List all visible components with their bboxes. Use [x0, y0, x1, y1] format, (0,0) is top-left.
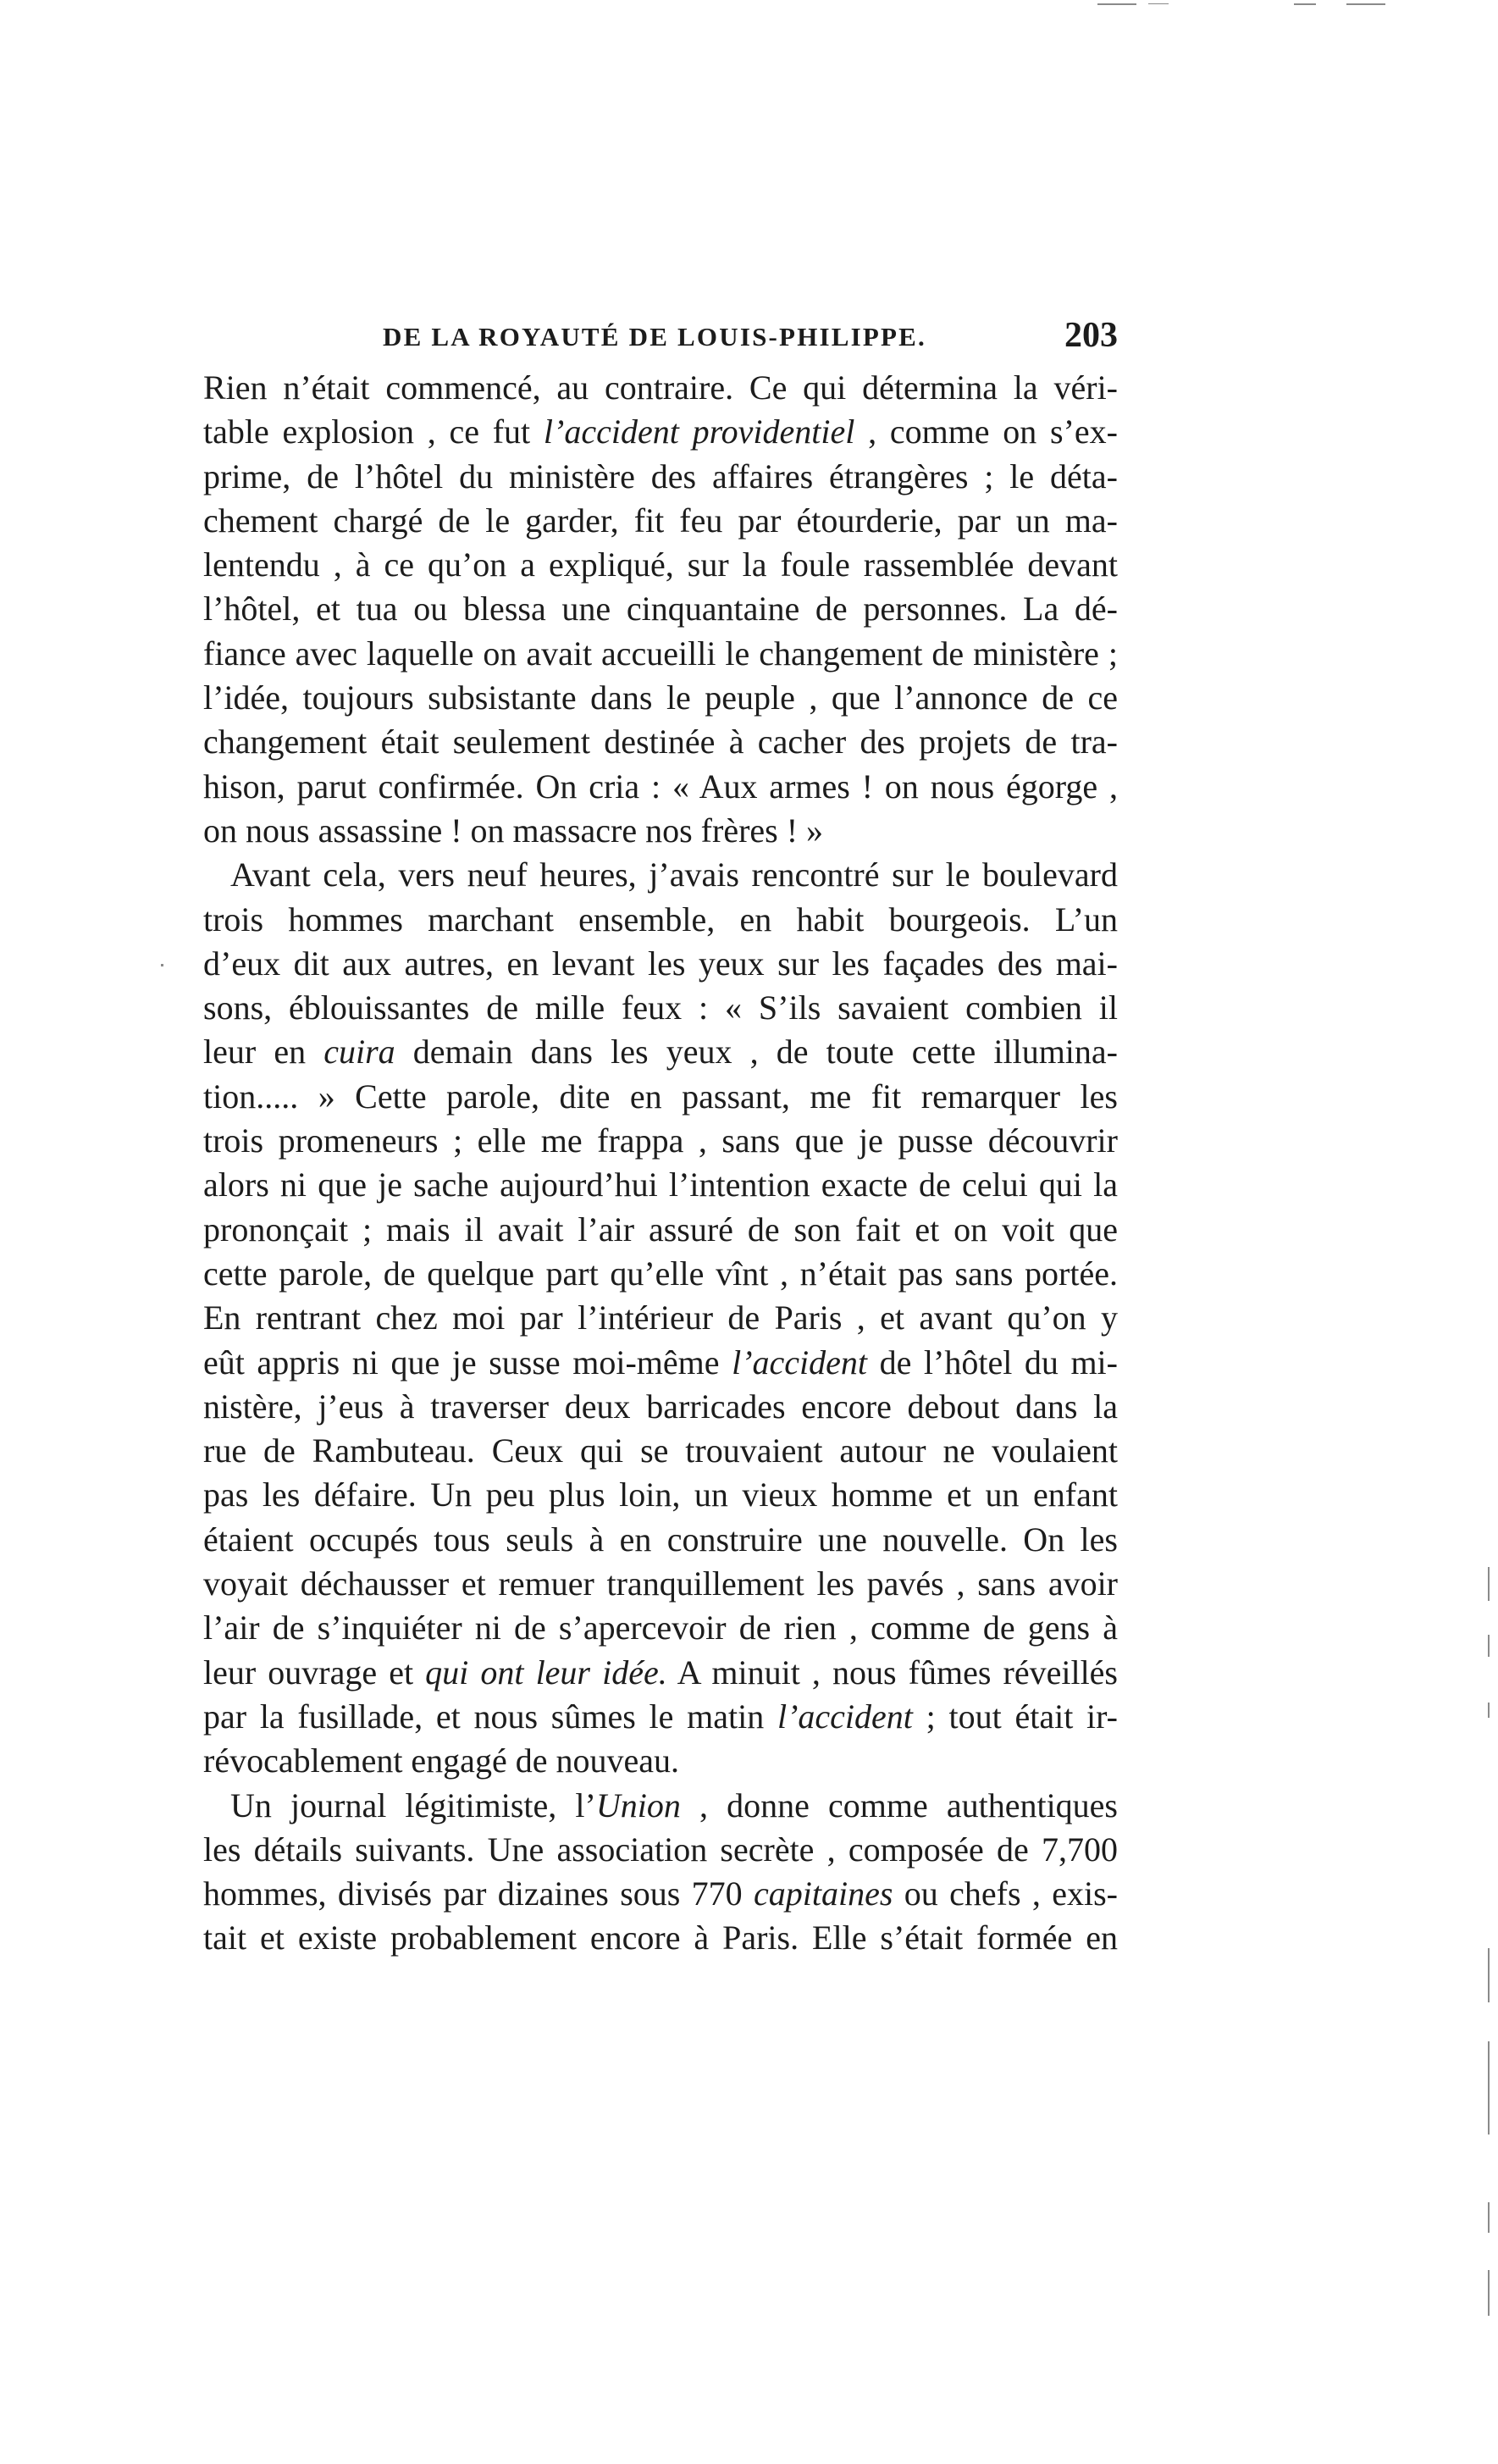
text-line — [203, 1784, 1118, 1828]
text-line — [203, 1562, 1118, 1606]
page-number: 203 — [1064, 316, 1118, 355]
text-line — [203, 986, 1118, 1030]
line-text: sons, éblouissantes de mille feux : « S’ils savaient combien il — [203, 988, 1118, 1027]
line-text: leur en — [203, 1033, 324, 1071]
line-text: leur ouvrage et — [203, 1653, 426, 1692]
line-text: trois promeneurs ; elle me frappa , sans que je pusse découvrir — [203, 1121, 1118, 1160]
line-text: tait et existe probablement encore à Paris. Elle s’était formée en — [203, 1919, 1118, 1957]
text-line — [203, 1429, 1118, 1473]
text-line — [203, 1606, 1118, 1650]
text-line — [203, 1518, 1118, 1562]
italic-phrase: l’accident — [777, 1697, 913, 1736]
line-text: Rien n’était commencé, au contraire. Ce qui détermina la véri- — [203, 368, 1118, 407]
line-text: tion..... » Cette parole, dite en passant, me fit remarquer les — [203, 1077, 1118, 1116]
italic-phrase: cuira — [323, 1033, 395, 1071]
text-line — [203, 499, 1118, 543]
text-line — [203, 765, 1118, 809]
line-text: Un journal légitimiste, l’ — [230, 1786, 596, 1824]
text-line — [203, 1163, 1118, 1207]
italic-phrase: capitaines — [754, 1874, 893, 1913]
line-text: alors ni que je sache aujourd’hui l’intention exacte de celui qui la — [203, 1166, 1118, 1204]
line-text-after: ou chefs , exis- — [893, 1874, 1119, 1913]
text-line — [203, 1119, 1118, 1163]
line-text: prime, de l’hôtel du ministère des affaires étrangères ; le déta- — [203, 457, 1118, 496]
text-line — [203, 1030, 1118, 1074]
text-line — [203, 1252, 1118, 1296]
line-text: nistère, j’eus à traverser deux barricades encore debout dans la — [203, 1387, 1118, 1426]
line-text: changement était seulement destinée à cacher des projets de tra- — [203, 723, 1118, 761]
body-text — [203, 366, 1118, 1961]
text-line — [203, 1075, 1118, 1119]
text-line — [203, 1916, 1118, 1960]
italic-phrase: l’accident providentiel — [543, 413, 855, 451]
line-text: l’hôtel, et tua ou blessa une cinquantaine de personnes. La dé- — [203, 590, 1118, 628]
text-line — [203, 720, 1118, 764]
line-text: par la fusillade, et nous sûmes le matin — [203, 1697, 777, 1736]
line-text: Avant cela, vers neuf heures, j’avais rencontré sur le boulevard — [230, 855, 1118, 894]
italic-phrase: Union — [595, 1786, 681, 1824]
text-line — [203, 1385, 1118, 1429]
text-line — [203, 1341, 1118, 1385]
text-line — [203, 853, 1118, 897]
text-line — [203, 410, 1118, 454]
line-text: fiance avec laquelle on avait accueilli le changement de ministère ; — [203, 634, 1118, 673]
line-text: d’eux dit aux autres, en levant les yeux sur les façades des mai- — [203, 944, 1118, 983]
line-text: cette parole, de quelque part qu’elle vînt , n’était pas sans portée. — [203, 1254, 1118, 1293]
line-text: les détails suivants. Une association secrète , composée de 7,700 — [203, 1830, 1118, 1869]
line-text: eût appris ni que je susse moi-même — [203, 1343, 732, 1382]
running-title: DE LA ROYAUTÉ DE LOUIS-PHILIPPE. — [383, 322, 927, 352]
text-line — [203, 898, 1118, 942]
text-line — [203, 676, 1118, 720]
line-text: étaient occupés tous seuls à en construire une nouvelle. On les — [203, 1520, 1118, 1559]
text-line — [203, 632, 1118, 676]
line-text: hison, parut confirmée. On cria : « Aux armes ! on nous égorge , — [203, 767, 1118, 806]
text-line — [203, 1473, 1118, 1517]
text-line — [203, 1695, 1118, 1739]
line-text-after: demain dans les yeux , de toute cette illumina- — [395, 1033, 1118, 1071]
text-line — [203, 809, 1118, 853]
line-text: l’air de s’inquiéter ni de s’apercevoir de rien , comme de gens à — [203, 1609, 1118, 1647]
italic-phrase: l’accident — [732, 1343, 867, 1382]
text-line — [203, 1651, 1118, 1695]
italic-phrase: qui ont leur idée. — [425, 1653, 667, 1692]
text-line — [203, 1872, 1118, 1916]
text-line — [203, 455, 1118, 499]
line-text: lentendu , à ce qu’on a expliqué, sur la foule rassemblée devant — [203, 545, 1118, 584]
text-line — [203, 543, 1118, 587]
text-line — [203, 1739, 1118, 1783]
line-text: rue de Rambuteau. Ceux qui se trouvaient autour ne voulaient — [203, 1431, 1118, 1470]
line-text: pas les défaire. Un peu plus loin, un vieux homme et un enfant — [203, 1476, 1118, 1514]
text-line — [203, 1296, 1118, 1340]
line-text-after: , donne comme authentiques — [680, 1786, 1118, 1824]
text-line — [203, 942, 1118, 986]
text-line — [203, 1208, 1118, 1252]
line-text: chement chargé de le garder, fit feu par étourderie, par un ma- — [203, 501, 1118, 540]
line-text-after: A minuit , nous fûmes réveillés — [666, 1653, 1118, 1692]
line-text: l’idée, toujours subsistante dans le peuple , que l’annonce de ce — [203, 678, 1118, 717]
line-text-after: de l’hôtel du mi- — [867, 1343, 1118, 1382]
line-text: on nous assassine ! on massacre nos frères ! » — [203, 811, 824, 850]
line-text: prononçait ; mais il avait l’air assuré de son fait et on voit que — [203, 1210, 1118, 1249]
line-text-after: ; tout était ir- — [912, 1697, 1118, 1736]
line-text: voyait déchausser et remuer tranquillement les pavés , sans avoir — [203, 1564, 1118, 1603]
line-text: table explosion , ce fut — [203, 413, 544, 451]
running-head — [383, 315, 1118, 363]
text-line — [203, 366, 1118, 410]
line-text: révocablement engagé de nouveau. — [203, 1741, 679, 1780]
text-line — [203, 1828, 1118, 1872]
line-text-after: , comme on s’ex- — [854, 413, 1118, 451]
line-text: En rentrant chez moi par l’intérieur de Paris , et avant qu’on y — [203, 1298, 1118, 1337]
line-text: hommes, divisés par dizaines sous 770 — [203, 1874, 755, 1913]
line-text: trois hommes marchant ensemble, en habit bourgeois. L’un — [203, 900, 1118, 939]
text-line — [203, 587, 1118, 631]
